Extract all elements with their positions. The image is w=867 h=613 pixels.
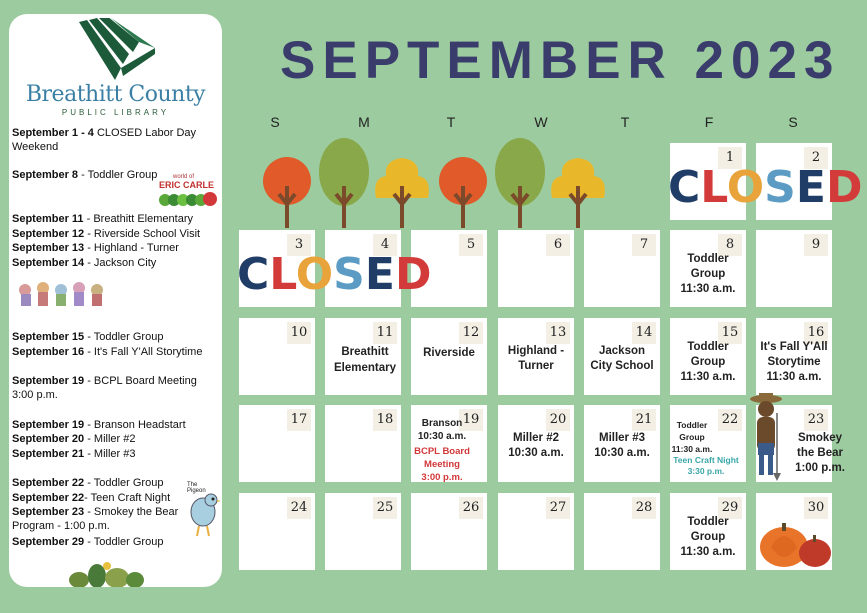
day-cell-6 <box>498 230 574 307</box>
event-text: - Miller #3 <box>84 448 136 460</box>
calendar-title: SEPTEMBER 2023 <box>280 31 841 90</box>
day-cell-10 <box>239 318 315 395</box>
tree-icon <box>548 136 608 228</box>
event-date: September 11 <box>12 213 84 225</box>
day-number: 3 <box>287 234 311 256</box>
weekday-header: W <box>534 114 548 130</box>
day-event-text: Breathitt <box>341 346 389 358</box>
day-number: 26 <box>459 497 483 519</box>
event-item <box>12 241 218 255</box>
closed-letter: L <box>700 162 727 213</box>
day-event-text: the Bear <box>796 447 844 459</box>
day-event-text: Highland - <box>507 345 565 357</box>
day-number: 17 <box>287 409 311 431</box>
event-text: - Miller #2 <box>84 433 136 445</box>
day-number: 14 <box>632 322 656 344</box>
day-number: 13 <box>546 322 570 344</box>
day-cell-29 <box>670 493 746 570</box>
day-event-text: Miller #2 <box>512 432 560 444</box>
event-text: - Toddler Group <box>84 536 164 548</box>
library-subtitle: PUBLIC LIBRARY <box>61 108 170 117</box>
day-number: 6 <box>546 234 570 256</box>
closed-banner-sep-3-4 <box>237 249 431 300</box>
day-number: 23 <box>804 409 828 431</box>
library-books-icon <box>75 18 157 82</box>
day-event-text: Group <box>690 268 726 280</box>
day-number: 16 <box>804 322 828 344</box>
tree-icon <box>438 136 488 228</box>
event-text: - Teen Craft Night <box>84 492 171 504</box>
event-date: September 22 <box>12 477 85 489</box>
weekday-header: S <box>270 114 280 130</box>
day-event-text: 11:30 a.m. <box>680 283 736 295</box>
event-text: - Toddler Group <box>78 169 158 181</box>
event-item <box>12 330 218 344</box>
day-cell-24 <box>239 493 315 570</box>
closed-letter: E <box>364 249 395 300</box>
day-number: 12 <box>459 322 483 344</box>
closed-letter: E <box>795 162 826 213</box>
event-date: September 14 <box>12 257 85 269</box>
day-number: 18 <box>373 409 397 431</box>
day-cell-11 <box>325 318 401 395</box>
closed-letter: C <box>668 162 701 213</box>
day-cell-14 <box>584 318 660 395</box>
day-event-text: Toddler <box>676 420 708 430</box>
tree-icon <box>318 136 370 228</box>
day-event-text: 11:30 a.m. <box>680 371 736 383</box>
weekday-header: T <box>620 114 630 130</box>
event-date: September 13 <box>12 242 85 254</box>
day-number: 2 <box>804 147 828 169</box>
event-item <box>12 212 218 226</box>
day-event-text: 10:30 a.m. <box>594 447 650 459</box>
event-date: September 29 <box>12 536 85 548</box>
day-event-text: 1:00 p.m. <box>795 462 845 474</box>
event-text: - Highland - Turner <box>84 242 179 254</box>
closed-letter: D <box>394 249 432 300</box>
day-cell-8 <box>670 230 746 307</box>
event-item <box>12 418 218 432</box>
day-cell-27 <box>498 493 574 570</box>
event-item <box>12 432 218 446</box>
day-event-text: Elementary <box>333 362 396 374</box>
day-event-text: Group <box>690 531 726 543</box>
day-event-text: Riverside <box>423 347 475 359</box>
event-item <box>12 374 218 402</box>
day-event-text: Branson <box>421 418 463 429</box>
pigeon-art: The Pigeon <box>181 478 221 538</box>
day-event-text: Toddler <box>687 253 729 265</box>
event-date: September 19 <box>12 375 85 387</box>
day-event-text: Group <box>690 356 726 368</box>
event-date: September 8 <box>12 169 79 181</box>
weekday-header: T <box>446 114 456 130</box>
day-event-text: 10:30 a.m. <box>417 431 467 442</box>
day-number: 27 <box>546 497 570 519</box>
event-date: September 19 <box>12 419 85 431</box>
day-number: 29 <box>718 497 742 519</box>
day-cell-9 <box>756 230 832 307</box>
day-number: 8 <box>718 234 742 256</box>
day-number: 10 <box>287 322 311 344</box>
day-event-text: BCPL Board <box>414 446 470 457</box>
event-text: - Riverside School Visit <box>84 228 201 240</box>
day-event-text: 11:30 a.m. <box>680 546 736 558</box>
event-text: - Breathitt Elementary <box>83 213 193 225</box>
day-event-text: Meeting <box>424 459 460 470</box>
day-cell-12 <box>411 318 487 395</box>
day-cell-25 <box>325 493 401 570</box>
smokey-bear-icon <box>749 393 783 481</box>
day-cell-13 <box>498 318 574 395</box>
storytime-parade-art <box>15 276 107 310</box>
day-cell-15 <box>670 318 746 395</box>
eric-carle-caterpillar-art: world of ERIC CARLE <box>157 172 217 212</box>
day-number: 1 <box>718 147 742 169</box>
day-event-text: Teen Craft Night <box>673 455 739 465</box>
day-event-text: Storytime <box>767 356 821 368</box>
event-text: - Toddler Group <box>84 331 164 343</box>
day-number: 28 <box>632 497 656 519</box>
day-number: 22 <box>718 409 742 431</box>
day-cell-17 <box>239 405 315 482</box>
day-cell-20 <box>498 405 574 482</box>
event-text: CLOSED Labor Day Weekend <box>12 127 197 153</box>
closed-banner-sep-1-2 <box>668 162 862 213</box>
day-event-text: Toddler <box>687 341 729 353</box>
day-number: 4 <box>373 234 397 256</box>
day-cell-26 <box>411 493 487 570</box>
closed-letter: S <box>333 249 365 300</box>
tree-icon <box>372 136 432 228</box>
weekday-header: M <box>358 114 370 130</box>
day-number: 9 <box>804 234 828 256</box>
event-date: September 16 <box>12 346 85 358</box>
closed-letter: O <box>726 162 765 213</box>
event-date: September 15 <box>12 331 85 343</box>
event-text: - Jackson City <box>84 257 157 269</box>
library-name: Breathitt County <box>25 82 206 107</box>
closed-letter: O <box>295 249 334 300</box>
event-date: September 22 <box>12 492 85 504</box>
plants-art <box>67 554 147 587</box>
event-text: - Branson Headstart <box>84 419 186 431</box>
event-item <box>12 227 218 241</box>
closed-letter: L <box>269 249 296 300</box>
event-date: September 23 <box>12 506 85 518</box>
day-number: 19 <box>459 409 483 431</box>
closed-letter: C <box>237 249 270 300</box>
day-number: 7 <box>632 234 656 256</box>
day-event-text: Jackson <box>598 345 646 357</box>
closed-letter: D <box>825 162 863 213</box>
day-number: 5 <box>459 234 483 256</box>
day-number: 20 <box>546 409 570 431</box>
event-item <box>12 256 218 270</box>
day-cell-7 <box>584 230 660 307</box>
tree-icon <box>494 136 546 228</box>
day-event-text: 3:30 p.m. <box>687 466 725 476</box>
day-event-text: 11:30 a.m. <box>671 444 713 454</box>
day-number: 30 <box>804 497 828 519</box>
day-cell-18 <box>325 405 401 482</box>
day-number: 11 <box>373 322 397 344</box>
day-event-text: Miller #3 <box>598 432 646 444</box>
event-date: September 1 - 4 <box>12 127 94 139</box>
event-item <box>12 447 218 461</box>
day-event-text: 3:00 p.m. <box>421 472 463 483</box>
event-item <box>12 345 218 359</box>
day-event-text: Group <box>679 432 705 442</box>
tree-icon <box>262 136 312 228</box>
day-cell-16 <box>756 318 832 395</box>
day-number: 24 <box>287 497 311 519</box>
weekday-header: F <box>704 114 714 130</box>
event-text: - It's Fall Y'All Storytime <box>84 346 203 358</box>
day-number: 25 <box>373 497 397 519</box>
event-text: - BCPL Board Meeting 3:00 p.m. <box>12 375 197 401</box>
day-event-text: Toddler <box>687 516 729 528</box>
day-event-text: 10:30 a.m. <box>508 447 564 459</box>
pumpkins-icon <box>759 519 833 569</box>
day-number: 21 <box>632 409 656 431</box>
day-event-text: Smokey <box>797 432 843 444</box>
event-date: September 20 <box>12 433 85 445</box>
day-cell-28 <box>584 493 660 570</box>
day-event-text: City School <box>590 360 654 372</box>
day-number: 15 <box>718 322 742 344</box>
event-date: September 21 <box>12 448 85 460</box>
weekday-header: S <box>788 114 798 130</box>
day-event-text: 11:30 a.m. <box>766 371 822 383</box>
closed-letter: S <box>764 162 796 213</box>
event-date: September 12 <box>12 228 85 240</box>
day-cell-22 <box>670 405 746 482</box>
event-item <box>12 126 218 154</box>
day-cell-19 <box>411 405 487 482</box>
day-event-text: It's Fall Y'All <box>760 341 828 353</box>
event-text: - Smokey the Bear Program - 1:00 p.m. <box>12 506 179 532</box>
events-sidebar <box>9 14 222 587</box>
day-event-text: Turner <box>518 360 554 372</box>
event-text: - Toddler Group <box>84 477 164 489</box>
